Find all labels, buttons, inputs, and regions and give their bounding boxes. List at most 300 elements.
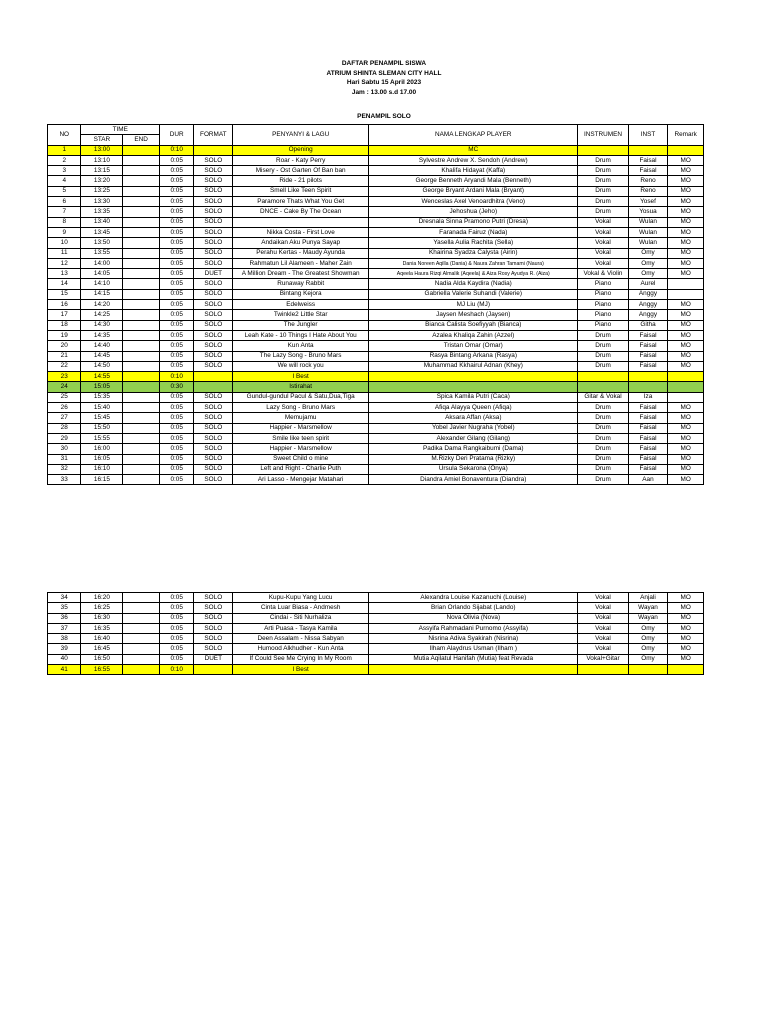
cell-duration: 0:05 [159,464,194,474]
cell-format: SOLO [194,279,233,289]
cell-end-time [123,454,160,464]
cell-remark: MO [668,634,704,644]
cell-instructor: Anggy [628,289,668,299]
cell-song: If Could See Me Crying In My Room [233,654,369,664]
cell-format: SOLO [194,392,233,402]
col-header-no: NO [48,125,81,146]
cell-instrument: Vokal [578,238,628,248]
cell-no: 6 [48,197,81,207]
cell-duration: 0:05 [159,238,194,248]
cell-instructor: Githa [628,320,668,330]
cell-song: Smell Like Teen Spirit [233,186,369,196]
cell-end-time [123,444,160,454]
cell-song: Memujamu [233,413,369,423]
cell-remark: MO [668,361,704,371]
cell-end-time [123,279,160,289]
cell-instructor: Reno [628,186,668,196]
cell-end-time [123,351,160,361]
cell-duration: 0:05 [159,644,194,654]
cell-song: Twinkle2 Little Star [233,310,369,320]
table-row [48,197,704,207]
cell-duration: 0:05 [159,279,194,289]
cell-instrument: Drum [578,166,628,176]
cell-format [194,665,233,675]
cell-duration: 0:05 [159,166,194,176]
cell-start-time: 13:00 [81,145,123,155]
cell-end-time [123,145,160,155]
table-row [48,289,704,299]
cell-format: SOLO [194,238,233,248]
cell-player: Rasya Bintang Arkana (Rasya) [369,351,578,361]
cell-format: DUET [194,654,233,664]
cell-format: DUET [194,269,233,279]
cell-no: 38 [48,634,81,644]
cell-duration: 0:05 [159,176,194,186]
header-venue: ATRIUM SHINTA SLEMAN CITY HALL [326,69,442,77]
cell-no: 26 [48,403,81,413]
cell-song [233,217,369,227]
cell-duration: 0:05 [159,634,194,644]
cell-end-time [123,207,160,217]
col-header-format: FORMAT [194,125,233,146]
cell-start-time: 14:05 [81,269,123,279]
cell-start-time: 16:10 [81,464,123,474]
cell-format: SOLO [194,248,233,258]
cell-duration: 0:05 [159,613,194,623]
cell-song: Kupu-Kupu Yang Lucu [233,593,369,603]
cell-format [194,372,233,382]
cell-duration: 0:05 [159,186,194,196]
cell-end-time [123,248,160,258]
cell-format [194,382,233,392]
cell-player: Yobel Javier Nugraha (Yobel) [369,423,578,433]
cell-instructor: Reno [628,176,668,186]
cell-instrument: Piano [578,300,628,310]
cell-song: DNCE - Cake By The Ocean [233,207,369,217]
cell-end-time [123,644,160,654]
cell-song: Roar - Katy Perry [233,155,369,165]
cell-format: SOLO [194,464,233,474]
cell-remark [668,145,704,155]
cell-no: 30 [48,444,81,454]
cell-duration: 0:05 [159,310,194,320]
cell-remark: MO [668,423,704,433]
cell-instructor: Omy [628,269,668,279]
cell-remark: MO [668,454,704,464]
cell-format: SOLO [194,330,233,340]
cell-start-time: 15:05 [81,382,123,392]
cell-duration: 0:05 [159,227,194,237]
cell-remark: MO [668,197,704,207]
cell-no: 1 [48,145,81,155]
cell-format: SOLO [194,310,233,320]
cell-player: Ilham Alaydrus Usman (Ilham ) [369,644,578,654]
cell-player: Aqeela Haura Rizqi Almalik (Aqeela) & Aiza Rosy Ayudya R. (Aiza) [369,269,578,279]
cell-start-time: 16:40 [81,634,123,644]
cell-player: Azalea Khaliqa Zahin (Azzel) [369,330,578,340]
schedule-body-continued [48,593,704,675]
cell-end-time [123,413,160,423]
cell-instructor [628,665,668,675]
cell-remark: MO [668,248,704,258]
cell-instructor: Wayan [628,613,668,623]
header-time: Jam : 13.00 s.d 17.00 [351,88,417,96]
cell-no: 20 [48,341,81,351]
cell-instructor: Wulan [628,227,668,237]
table-row [48,403,704,413]
cell-instructor: Faisal [628,433,668,443]
col-header-remark: Remark [668,125,704,146]
cell-format: SOLO [194,176,233,186]
cell-song: Ride - 21 pilots [233,176,369,186]
table-row [48,603,704,613]
table-row [48,464,704,474]
cell-instructor: Faisal [628,423,668,433]
cell-instructor: Faisal [628,361,668,371]
cell-start-time: 14:00 [81,258,123,268]
cell-no: 29 [48,433,81,443]
col-header-inst: INST [628,125,668,146]
table-header-row [48,125,704,135]
table-row [48,320,704,330]
schedule-body [48,145,704,485]
cell-instrument: Vokal [578,623,628,633]
cell-song: Cinta Luar Biasa - Andmesh [233,603,369,613]
cell-song: Istirahat [233,382,369,392]
cell-format: SOLO [194,217,233,227]
cell-no: 11 [48,248,81,258]
cell-remark: MO [668,300,704,310]
cell-song: Runaway Rabbit [233,279,369,289]
cell-remark: MO [668,238,704,248]
cell-instrument: Drum [578,413,628,423]
cell-no: 23 [48,372,81,382]
cell-start-time: 13:50 [81,238,123,248]
cell-remark: MO [668,258,704,268]
cell-start-time: 16:05 [81,454,123,464]
cell-player: Nova Olivia (Nova) [369,613,578,623]
cell-song: Ari Lasso - Mengejar Matahari [233,475,369,485]
cell-end-time [123,372,160,382]
cell-song: I Best [233,372,369,382]
cell-remark: MO [668,603,704,613]
cell-start-time: 15:35 [81,392,123,402]
cell-instructor: Yosef [628,197,668,207]
cell-end-time [123,269,160,279]
cell-instructor: Omy [628,634,668,644]
cell-end-time [123,330,160,340]
cell-instructor [628,372,668,382]
cell-instrument: Piano [578,279,628,289]
cell-instructor [628,145,668,155]
cell-instrument: Vokal [578,227,628,237]
cell-instructor: Aurel [628,279,668,289]
cell-player: Diandra Amiel Bonaventura (Diandra) [369,475,578,485]
cell-end-time [123,634,160,644]
table-row [48,155,704,165]
cell-remark: MO [668,217,704,227]
cell-no: 16 [48,300,81,310]
schedule-table-continued [47,592,704,675]
header-title: DAFTAR PENAMPIL SISWA [341,60,427,67]
cell-end-time [123,310,160,320]
table-row [48,279,704,289]
cell-song: Kun Anta [233,341,369,351]
cell-remark: MO [668,176,704,186]
cell-instrument: Drum [578,351,628,361]
cell-instructor: Faisal [628,166,668,176]
cell-remark: MO [668,310,704,320]
cell-start-time: 13:35 [81,207,123,217]
cell-instructor: Faisal [628,444,668,454]
cell-duration: 0:10 [159,665,194,675]
cell-song: Left and Right - Charlie Puth [233,464,369,474]
cell-duration: 0:05 [159,269,194,279]
cell-no: 21 [48,351,81,361]
cell-end-time [123,320,160,330]
cell-format: SOLO [194,155,233,165]
cell-format: SOLO [194,634,233,644]
cell-format: SOLO [194,413,233,423]
cell-remark [668,665,704,675]
cell-song: Opening [233,145,369,155]
cell-player: Nisrina Adiva Syakirah (Nisrina) [369,634,578,644]
table-row [48,665,704,675]
table-row [48,217,704,227]
cell-song: The Lazy Song - Bruno Mars [233,351,369,361]
cell-duration: 0:30 [159,382,194,392]
cell-remark: MO [668,413,704,423]
cell-remark: MO [668,593,704,603]
cell-player: George Benneth Aryandi Mala (Benneth) [369,176,578,186]
cell-instrument: Drum [578,403,628,413]
document-header [0,59,768,97]
cell-instructor: Omy [628,258,668,268]
cell-format: SOLO [194,197,233,207]
cell-remark [668,392,704,402]
cell-instructor: Yosua [628,207,668,217]
table-row [48,433,704,443]
cell-end-time [123,300,160,310]
cell-instrument [578,372,628,382]
table-row [48,258,704,268]
cell-instrument: Drum [578,155,628,165]
cell-end-time [123,623,160,633]
cell-end-time [123,197,160,207]
cell-instrument: Drum [578,423,628,433]
cell-instructor: Faisal [628,403,668,413]
cell-start-time: 13:40 [81,217,123,227]
cell-no: 9 [48,227,81,237]
cell-end-time [123,227,160,237]
cell-instrument: Vokal [578,248,628,258]
cell-instructor: Aan [628,475,668,485]
cell-format: SOLO [194,454,233,464]
cell-format: SOLO [194,227,233,237]
cell-no: 8 [48,217,81,227]
cell-instructor: Wulan [628,238,668,248]
cell-format: SOLO [194,300,233,310]
cell-no: 33 [48,475,81,485]
cell-remark [668,289,704,299]
cell-instrument: Piano [578,310,628,320]
cell-instrument: Vokal [578,644,628,654]
cell-song: Andaikan Aku Punya Sayap [233,238,369,248]
cell-instrument: Vokal [578,217,628,227]
table-row [48,207,704,217]
header-date: Hari Sabtu 15 April 2023 [346,79,422,87]
cell-player: Muhammad Kkhairul Adnan (Khey) [369,361,578,371]
cell-player: Alexander Gilang (Gilang) [369,433,578,443]
cell-no: 15 [48,289,81,299]
cell-instructor: Omy [628,644,668,654]
cell-player: Tristan Omar (Omar) [369,341,578,351]
cell-duration: 0:05 [159,248,194,258]
cell-format: SOLO [194,593,233,603]
cell-duration: 0:05 [159,330,194,340]
cell-duration: 0:05 [159,258,194,268]
cell-duration: 0:05 [159,423,194,433]
cell-duration: 0:10 [159,372,194,382]
cell-start-time: 16:50 [81,654,123,664]
cell-start-time: 15:50 [81,423,123,433]
cell-instructor [628,382,668,392]
cell-end-time [123,166,160,176]
cell-format: SOLO [194,207,233,217]
cell-player: Assyifa Rahmadani Purnomo (Assyifa) [369,623,578,633]
cell-instrument: Vokal [578,634,628,644]
cell-instructor: Anjali [628,593,668,603]
cell-remark: MO [668,623,704,633]
cell-start-time: 13:30 [81,197,123,207]
cell-no: 17 [48,310,81,320]
cell-player [369,382,578,392]
table-row [48,382,704,392]
cell-song: Happier - Marsmellow [233,444,369,454]
cell-song: Arti Puasa - Tasya Kamila [233,623,369,633]
cell-end-time [123,603,160,613]
cell-no: 34 [48,593,81,603]
cell-start-time: 16:45 [81,644,123,654]
cell-no: 35 [48,603,81,613]
cell-remark: MO [668,351,704,361]
cell-start-time: 14:25 [81,310,123,320]
cell-duration: 0:05 [159,433,194,443]
table-row [48,248,704,258]
cell-song: Edelweiss [233,300,369,310]
cell-duration: 0:05 [159,155,194,165]
cell-duration: 0:05 [159,300,194,310]
cell-song: Nikka Costa - First Love [233,227,369,237]
cell-instrument: Vokal [578,603,628,613]
cell-player: Padika Dama Rangkaibumi (Dama) [369,444,578,454]
col-header-time: TIME [81,125,159,135]
cell-player: Brian Orlando Sijabat (Lando) [369,603,578,613]
cell-instrument: Vokal+Gitar [578,654,628,664]
cell-duration: 0:05 [159,403,194,413]
cell-instrument: Drum [578,207,628,217]
cell-format: SOLO [194,258,233,268]
cell-remark: MO [668,269,704,279]
cell-no: 36 [48,613,81,623]
table-row [48,310,704,320]
cell-player: MJ Liu (MJ) [369,300,578,310]
cell-no: 37 [48,623,81,633]
cell-start-time: 14:30 [81,320,123,330]
cell-instrument: Drum [578,433,628,443]
cell-instructor: Anggy [628,300,668,310]
cell-song: Rahmatun Lil Alameen - Maher Zain [233,258,369,268]
cell-song: We will rock you [233,361,369,371]
cell-end-time [123,392,160,402]
cell-instrument: Drum [578,197,628,207]
cell-instrument: Piano [578,320,628,330]
cell-duration: 0:05 [159,361,194,371]
cell-end-time [123,593,160,603]
table-row [48,423,704,433]
col-header-star: STAR [81,135,123,145]
cell-remark [668,382,704,392]
cell-instrument [578,665,628,675]
cell-instrument: Drum [578,330,628,340]
cell-remark: MO [668,341,704,351]
col-header-song: PENYANYI & LAGU [233,125,369,146]
cell-instrument: Drum [578,444,628,454]
cell-instructor: Faisal [628,341,668,351]
cell-end-time [123,186,160,196]
table-row [48,654,704,664]
cell-instructor: Faisal [628,155,668,165]
table-row [48,392,704,402]
table-row [48,372,704,382]
cell-instrument: Piano [578,289,628,299]
cell-instructor: Omy [628,654,668,664]
cell-duration: 0:05 [159,475,194,485]
cell-format: SOLO [194,351,233,361]
cell-end-time [123,361,160,371]
table-row [48,238,704,248]
cell-start-time: 15:45 [81,413,123,423]
cell-player: Khalifa Hidayat (Kaffa) [369,166,578,176]
cell-player: Dresnala Sinna Pramono Putri (Dresa) [369,217,578,227]
cell-player: Ursula Sekarona (Onya) [369,464,578,474]
cell-duration: 0:05 [159,603,194,613]
cell-end-time [123,464,160,474]
cell-song: Leah Kate - 10 Things I Hate About You [233,330,369,340]
cell-start-time: 15:40 [81,403,123,413]
table-row [48,634,704,644]
cell-song: I Best [233,665,369,675]
cell-player: Aksara Affan (Aksa) [369,413,578,423]
cell-end-time [123,258,160,268]
table-row [48,269,704,279]
cell-instructor: Iza [628,392,668,402]
cell-instructor: Wulan [628,217,668,227]
cell-start-time: 13:55 [81,248,123,258]
cell-song: Paramore Thats What You Get [233,197,369,207]
cell-start-time: 13:10 [81,155,123,165]
cell-format: SOLO [194,361,233,371]
cell-player: Nadia Alda Kaydira (Nadia) [369,279,578,289]
cell-player: MC [369,145,578,155]
cell-start-time: 14:15 [81,289,123,299]
cell-start-time: 13:25 [81,186,123,196]
cell-player: Mutia Aqilatul Hanifah (Mutia) feat Revada [369,654,578,664]
cell-no: 7 [48,207,81,217]
cell-song: Deen Assalam - Nissa Sabyan [233,634,369,644]
cell-no: 31 [48,454,81,464]
cell-player: Bianca Calista Soefiyyah (Bianca) [369,320,578,330]
